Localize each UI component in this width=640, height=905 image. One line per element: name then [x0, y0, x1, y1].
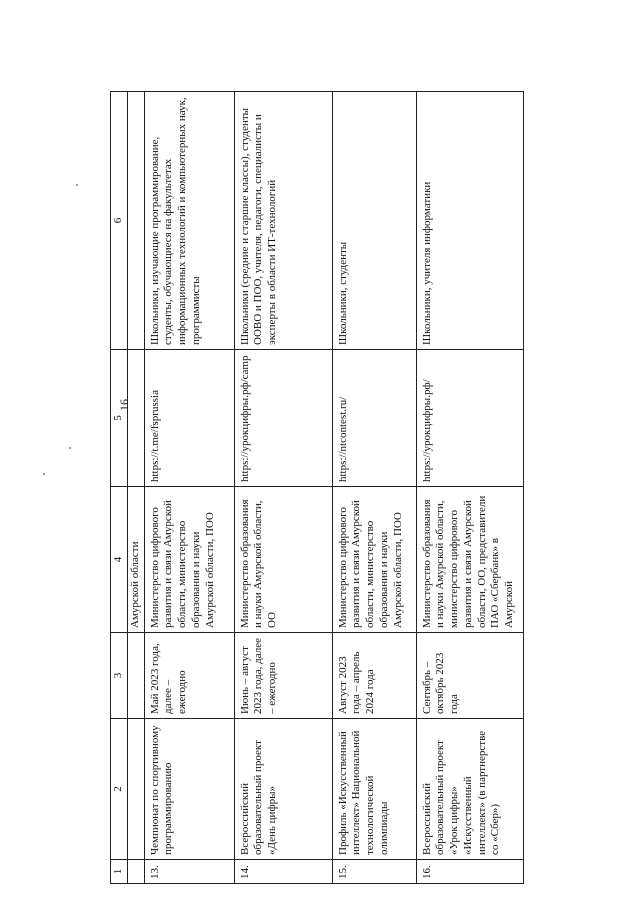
event-period: Сентябрь – октябрь 2023 года: [416, 633, 524, 719]
header-row: [111, 92, 128, 884]
table-row: [144, 92, 234, 884]
page-number: 16: [117, 399, 131, 411]
table-row: [332, 92, 416, 884]
event-organizers: Министерство цифрового развития и связи Амурской области, министерство образования и науки Амурской области, ПОО: [332, 487, 416, 633]
events-table: [110, 91, 524, 884]
event-period: Август 2023 года – апрель 2024 года: [332, 633, 416, 719]
event-link: https://ntcontest.ru/: [332, 350, 416, 487]
event-name: Всероссийский образовательный проект «Урок цифры» «Искусственный интеллект» (в партнерстве со «Сбер»): [416, 719, 524, 860]
event-organizers: Министерство цифрового развития и связи Амурской области, министерство образования и науки Амурской области, ПОО: [144, 487, 234, 633]
row-number: 13.: [144, 860, 234, 884]
region-cell-empty: [127, 92, 144, 350]
event-name: Всероссийский образовательный проект «День цифры»: [234, 719, 332, 860]
event-organizers: Министерство образования и науки Амурской области, министерство цифрового развития и связи Амурской области, ОО, представители ПАО «Сбербанк» в Амурской: [416, 487, 524, 633]
event-audience: Школьники, студенты: [332, 92, 416, 350]
region-cell-empty: [127, 719, 144, 860]
region-row: [127, 92, 144, 884]
column-header: 4: [111, 487, 128, 633]
row-number: 15.: [332, 860, 416, 884]
event-name: Профиль «Искусственный интеллект» Национальной технологической олимпиады: [332, 719, 416, 860]
column-header: 3: [111, 633, 128, 719]
event-audience: Школьники, учителя информатики: [416, 92, 524, 350]
scan-speck: [76, 184, 78, 186]
table-row: [234, 92, 332, 884]
event-link: https://урокцифры.рф/: [416, 350, 524, 487]
row-number: 16.: [416, 860, 524, 884]
event-audience: Школьники (средние и старшие классы), студенты ООВО и ПОО, учителя, педагоги, специалисты и эксперты в области ИТ-технологий: [234, 92, 332, 350]
column-header: 2: [111, 719, 128, 860]
scan-speck: [69, 447, 71, 449]
event-audience: Школьники, изучающие программирование, студенты, обучающиеся на факультетах информационных технологий и компьютерных наук, программисты: [144, 92, 234, 350]
region-cell-empty: [127, 350, 144, 487]
region-cell-empty: [127, 860, 144, 884]
scan-speck: [43, 473, 45, 475]
event-organizers: Министерство образования и науки Амурской области, ОО: [234, 487, 332, 633]
event-period: Май 2023 года, далее – ежегодно: [144, 633, 234, 719]
column-header: 6: [111, 92, 128, 350]
event-link: https://t.me/fsprussia: [144, 350, 234, 487]
column-header: 1: [111, 860, 128, 884]
rotated-table-container: [110, 92, 524, 884]
event-link: https://урокцифры.рф/camp: [234, 350, 332, 487]
event-name: Чемпионат по спортивному программированию: [144, 719, 234, 860]
event-period: Июнь – август 2023 года, далее – ежегодно: [234, 633, 332, 719]
row-number: 14.: [234, 860, 332, 884]
column-header: 5: [111, 350, 128, 487]
table-row: [416, 92, 524, 884]
region-cell-empty: [127, 633, 144, 719]
region-cell: Амурской области: [127, 487, 144, 633]
